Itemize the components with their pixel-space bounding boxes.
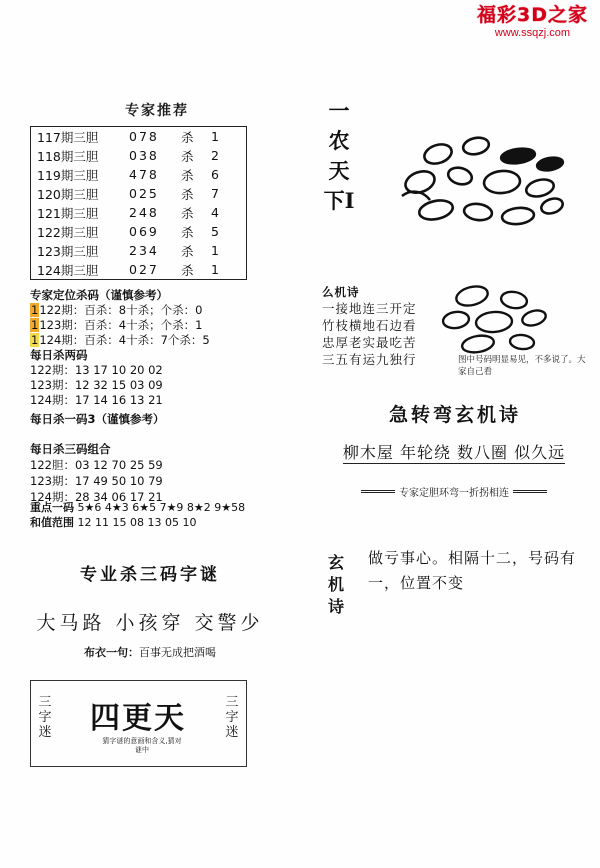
three-character-riddle-box [30,680,247,767]
row-kill-label: 杀 [181,224,194,240]
row-kill-label: 杀 [181,148,194,164]
row-period: 123期三胆 [37,243,99,259]
row-number: 027 [129,262,159,277]
row-number: 025 [129,186,159,201]
riddle-note: 猜字谜的意画和含义,猜对谜中 [102,737,182,754]
combo-line: 124期：28 34 06 17 21 [30,490,163,504]
row-number: 038 [129,148,159,163]
fixed-kill-line: 1123期：百杀：4十杀；个杀：1 [31,318,203,332]
row-period: 118期三胆 [37,148,99,164]
fixed-kill-heading: 专家定位杀码（谨慎参考） [30,288,168,302]
row-kill-label: 杀 [181,129,194,145]
riddle-sub-label: 布衣一句： [84,646,139,659]
combo-heading: 每日杀三码组合 [30,442,111,456]
riddle-sub-text: 百事无成把酒喝 [139,646,216,659]
daily-kill-heading: 每日杀两码 [30,348,88,362]
row-kill-label: 杀 [181,167,194,183]
focus-label: 重点一码 [30,501,74,514]
daily-kill-combo-block [30,441,280,505]
ink-blob-illustration-mid [430,282,570,357]
focus-values: 5★6 4★3 6★5 7★9 8★2 9★58 [77,501,246,514]
row-kill-label: 杀 [181,262,194,278]
fixed-kill-line-text: 123期：百杀：4十杀；个杀：1 [39,318,203,332]
expert-banner [318,484,590,499]
daily-one-heading: 每日杀一码3（谨慎参考） [30,412,165,426]
riddle-big-word: 四更天 [90,701,186,736]
fixed-position-kill-block [30,288,260,348]
sum-range-values: 12 11 15 08 13 05 10 [77,516,197,529]
row-kill-number: 4 [211,205,219,220]
poem-line: 忠厚老实最吃苦 [322,335,417,350]
turn-section-title: 急转弯玄机诗 [388,404,521,426]
combo-line: 123期：17 49 50 10 79 [30,474,163,488]
ink-blob-illustration-top [390,130,580,240]
poem-line: 一接地连三开定 [322,301,417,316]
poem-line: 三五有运九独行 [322,352,417,367]
riddle-sub-line [30,644,270,660]
row-period: 119期三胆 [37,167,99,183]
site-url: www.ssqzj.com [494,27,571,39]
table-row [31,184,246,203]
brand-name: 福彩3D之家 [477,4,588,26]
row-kill-number: 7 [211,186,219,201]
row-number: 078 [129,129,159,144]
fixed-kill-line-text: 124期：百杀：4十杀：7个杀：5 [39,333,210,347]
focus-number-block [30,500,280,530]
poem-title: 么机诗 [322,285,360,299]
table-row [31,127,246,146]
row-kill-label: 杀 [181,186,194,202]
poem-line: 竹枝横地石边看 [322,318,417,333]
row-kill-number: 6 [211,167,219,182]
row-period: 124期三胆 [37,262,99,278]
table-row [31,165,246,184]
fixed-kill-line-text: 122期：百杀：8十杀；个杀：0 [39,303,203,317]
table-row [31,260,246,279]
table-row [31,241,246,260]
xuanji-label: 玄机诗 [327,553,344,616]
expert-recommend-table [30,126,247,280]
daily-kill-one-block [30,412,280,427]
row-number: 248 [129,205,159,220]
riddle-section-title: 专业杀三码字谜 [80,565,220,585]
right-vertical-title: 一农天下I [323,98,355,213]
row-kill-number: 1 [211,262,219,277]
banner-text: 专家定胆环弯一折拐相连 [399,488,509,499]
row-number: 478 [129,167,159,182]
row-number: 069 [129,224,159,239]
row-kill-label: 杀 [181,205,194,221]
expert-recommend-title: 专家推荐 [125,103,189,119]
row-period: 122期三胆 [37,224,99,240]
row-period: 121期三胆 [37,205,99,221]
sum-range-label: 和值范围 [30,516,74,529]
fixed-kill-line: 1124期：百杀：4十杀：7个杀：5 [31,333,210,347]
daily-kill-line: 123期：12 32 15 03 09 [30,378,163,392]
row-kill-number: 1 [211,243,219,258]
daily-kill-line: 124期：17 14 16 13 21 [30,393,163,407]
site-logo [470,4,595,39]
row-kill-number: 2 [211,148,219,163]
daily-kill-two-block [30,348,270,408]
row-kill-number: 1 [211,129,219,144]
riddle-side-left: 三字迷 [38,695,52,740]
turn-main-line [318,440,590,463]
riddle-side-right: 三字迷 [225,695,239,740]
row-period: 120期三胆 [37,186,99,202]
table-row [31,146,246,165]
fixed-kill-line: 1122期：百杀：8十杀；个杀：0 [31,303,203,317]
riddle-main-line: 大马路 小孩穿 交警少 [36,612,264,634]
row-period: 117期三胆 [37,129,99,145]
poem-block [322,300,432,368]
table-row [31,203,246,222]
row-number: 234 [129,243,159,258]
daily-kill-line: 122期：13 17 10 20 02 [30,363,163,377]
combo-line: 122胆：03 12 70 25 59 [30,458,163,472]
xuanji-text: 做亏事心。相隔十二，号码有一，位置不变 [368,549,577,592]
turn-main-line-text: 柳木屋 年轮绕 数八圈 似久远 [342,443,566,462]
row-kill-label: 杀 [181,243,194,259]
banner-rule-left [361,490,395,493]
blob-note-text: 图中号码明显易见，不多说了。大家自己看 [458,355,586,377]
table-row [31,222,246,241]
banner-rule-right [513,490,547,493]
row-kill-number: 5 [211,224,219,239]
